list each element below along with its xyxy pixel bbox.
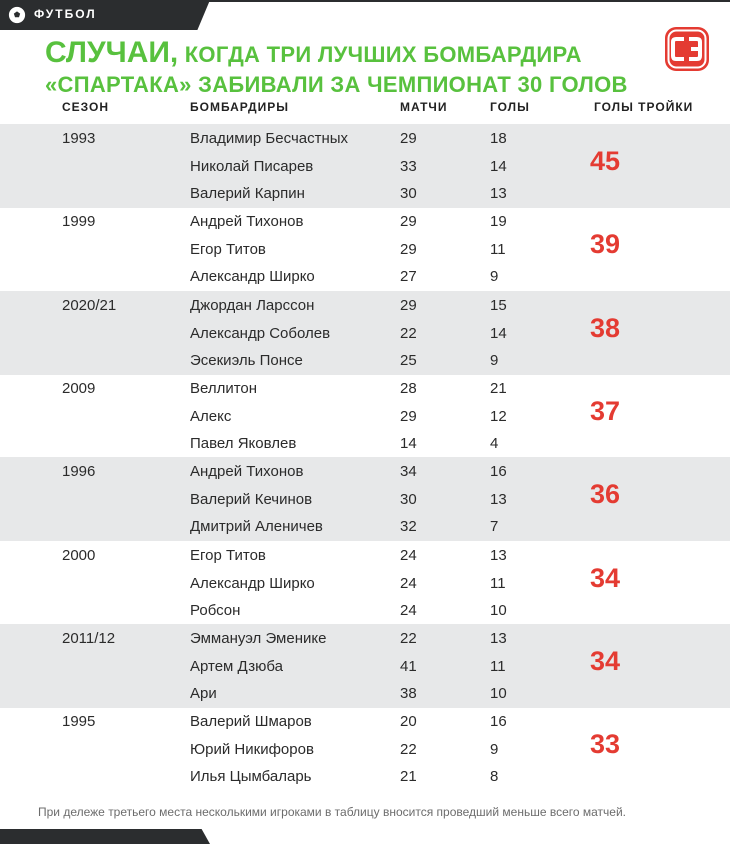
season-group: [0, 291, 730, 375]
scorer-name-cell: Александр Ширко: [190, 268, 315, 286]
season-group: [0, 374, 730, 458]
headline-first-word: СЛУЧАИ,: [45, 36, 179, 69]
matches-cell: 29: [400, 296, 417, 314]
football-icon: [8, 6, 26, 24]
season-cell: 1995: [62, 713, 96, 731]
matches-cell: 21: [400, 768, 417, 786]
trio-goals-total: 37: [590, 395, 621, 426]
goals-cell: 7: [490, 518, 499, 536]
scorer-name-cell: Александр Ширко: [190, 574, 315, 592]
matches-cell: 29: [400, 213, 417, 231]
goals-cell: 11: [490, 657, 506, 675]
matches-cell: 27: [400, 268, 417, 286]
scorer-name-cell: Егор Титов: [190, 546, 266, 564]
goals-cell: 19: [490, 213, 507, 231]
matches-cell: 22: [400, 629, 417, 647]
matches-cell: 33: [400, 158, 417, 175]
season-cell: 2011/12: [62, 629, 116, 647]
scorer-name-cell: Юрий Никифоров: [190, 741, 314, 759]
col-header-season: СЕЗОН: [62, 100, 110, 114]
season-group: [0, 707, 730, 791]
trio-goals-total: 45: [590, 146, 621, 176]
goals-cell: 11: [490, 241, 506, 259]
trio-goals-total: 34: [590, 562, 621, 593]
scorer-name-cell: Эммануэл Эменике: [190, 629, 327, 647]
trio-goals-total: 33: [590, 729, 621, 760]
col-header-matches: МАТЧИ: [400, 100, 448, 114]
scorer-name-cell: Валерий Шмаров: [190, 713, 312, 731]
goals-cell: 14: [490, 324, 507, 342]
matches-cell: 14: [400, 434, 417, 452]
season-group: [0, 457, 730, 541]
goals-cell: 18: [490, 130, 507, 147]
season-cell: 2009: [62, 379, 96, 397]
section-tab: [0, 0, 210, 30]
goals-cell: 13: [490, 185, 507, 202]
trio-goals-total: 36: [590, 479, 621, 510]
scorer-name-cell: Джордан Ларссон: [190, 296, 315, 314]
matches-cell: 29: [400, 241, 417, 259]
trio-goals-total: 38: [590, 312, 621, 343]
matches-cell: 41: [400, 657, 417, 675]
scorer-name-cell: Валерий Кечинов: [190, 491, 313, 509]
col-header-scorers: БОМБАРДИРЫ: [190, 100, 289, 114]
scorer-name-cell: Веллитон: [190, 379, 258, 397]
trio-goals-total: 34: [590, 645, 621, 676]
trio-goals-total: 39: [590, 229, 621, 260]
matches-cell: 29: [400, 407, 417, 425]
scorer-name-cell: Дмитрий Аленичев: [190, 518, 323, 536]
season-group: [0, 624, 730, 708]
goals-cell: 16: [490, 713, 507, 731]
top-divider: [200, 0, 730, 2]
matches-cell: 32: [400, 518, 417, 536]
bottom-bar: [0, 829, 210, 844]
col-header-goals: ГОЛЫ: [490, 100, 530, 114]
footnote: При дележе третьего места несколькими игроками в таблицу вносится проведший меньше всего матчей.: [38, 805, 626, 819]
scorer-name-cell: Владимир Бесчастных: [190, 130, 349, 147]
matches-cell: 29: [400, 130, 417, 147]
matches-cell: 24: [400, 601, 417, 619]
headline-line1-rest: КОГДА ТРИ ЛУЧШИХ БОМБАРДИРА: [184, 42, 582, 67]
goals-cell: 16: [490, 463, 507, 481]
matches-cell: 24: [400, 546, 417, 564]
matches-cell: 20: [400, 713, 417, 731]
scorer-name-cell: Андрей Тихонов: [190, 213, 304, 231]
matches-cell: 24: [400, 574, 417, 592]
goals-cell: 15: [490, 296, 507, 314]
headline: [45, 38, 645, 100]
goals-cell: 9: [490, 268, 499, 286]
season-group: [0, 541, 730, 625]
goals-cell: 13: [490, 629, 507, 647]
season-cell: 2020/21: [62, 296, 117, 314]
matches-cell: 38: [400, 684, 417, 702]
matches-cell: 30: [400, 185, 417, 202]
season-cell: 2000: [62, 546, 96, 564]
col-header-trio-goals: ГОЛЫ ТРОЙКИ: [594, 100, 694, 114]
goals-cell: 13: [490, 546, 507, 564]
scorer-name-cell: Алекс: [190, 407, 232, 425]
goals-cell: 10: [490, 684, 507, 702]
se-logo-icon: [662, 24, 712, 74]
season-group: [0, 124, 730, 208]
matches-cell: 34: [400, 463, 417, 481]
goals-cell: 12: [490, 407, 507, 425]
section-label: ФУТБОЛ: [34, 7, 97, 21]
season-cell: 1993: [62, 130, 96, 147]
goals-cell: 8: [490, 768, 499, 786]
matches-cell: 30: [400, 491, 417, 509]
scorer-name-cell: Андрей Тихонов: [190, 463, 304, 481]
scorer-name-cell: Ари: [190, 684, 217, 702]
scorer-name-cell: Павел Яковлев: [190, 434, 297, 452]
goals-cell: 9: [490, 741, 499, 759]
matches-cell: 22: [400, 741, 417, 759]
scorer-name-cell: Робсон: [190, 601, 241, 619]
scorer-name-cell: Егор Титов: [190, 241, 266, 259]
scorer-name-cell: Илья Цымбаларь: [190, 768, 312, 786]
matches-cell: 28: [400, 379, 417, 397]
scorer-name-cell: Артем Дзюба: [190, 657, 283, 675]
matches-cell: 22: [400, 324, 417, 342]
goals-cell: 10: [490, 601, 507, 619]
goals-cell: 4: [490, 434, 499, 452]
scorer-name-cell: Эсекиэль Понсе: [190, 351, 303, 369]
top-bar: [0, 0, 730, 30]
goals-cell: 14: [490, 158, 507, 175]
goals-cell: 9: [490, 351, 499, 369]
season-group: [0, 207, 730, 291]
season-cell: 1999: [62, 213, 96, 231]
goals-cell: 21: [490, 379, 507, 397]
matches-cell: 25: [400, 351, 417, 369]
scorer-name-cell: Николай Писарев: [190, 158, 314, 175]
scorer-name-cell: Александр Соболев: [190, 324, 331, 342]
headline-line2: «СПАРТАКА» ЗАБИВАЛИ ЗА ЧЕМПИОНАТ 30 ГОЛОВ: [45, 72, 628, 97]
goals-cell: 11: [490, 574, 506, 592]
scorer-name-cell: Валерий Карпин: [190, 185, 305, 202]
season-cell: 1996: [62, 463, 96, 481]
goals-cell: 13: [490, 491, 507, 509]
